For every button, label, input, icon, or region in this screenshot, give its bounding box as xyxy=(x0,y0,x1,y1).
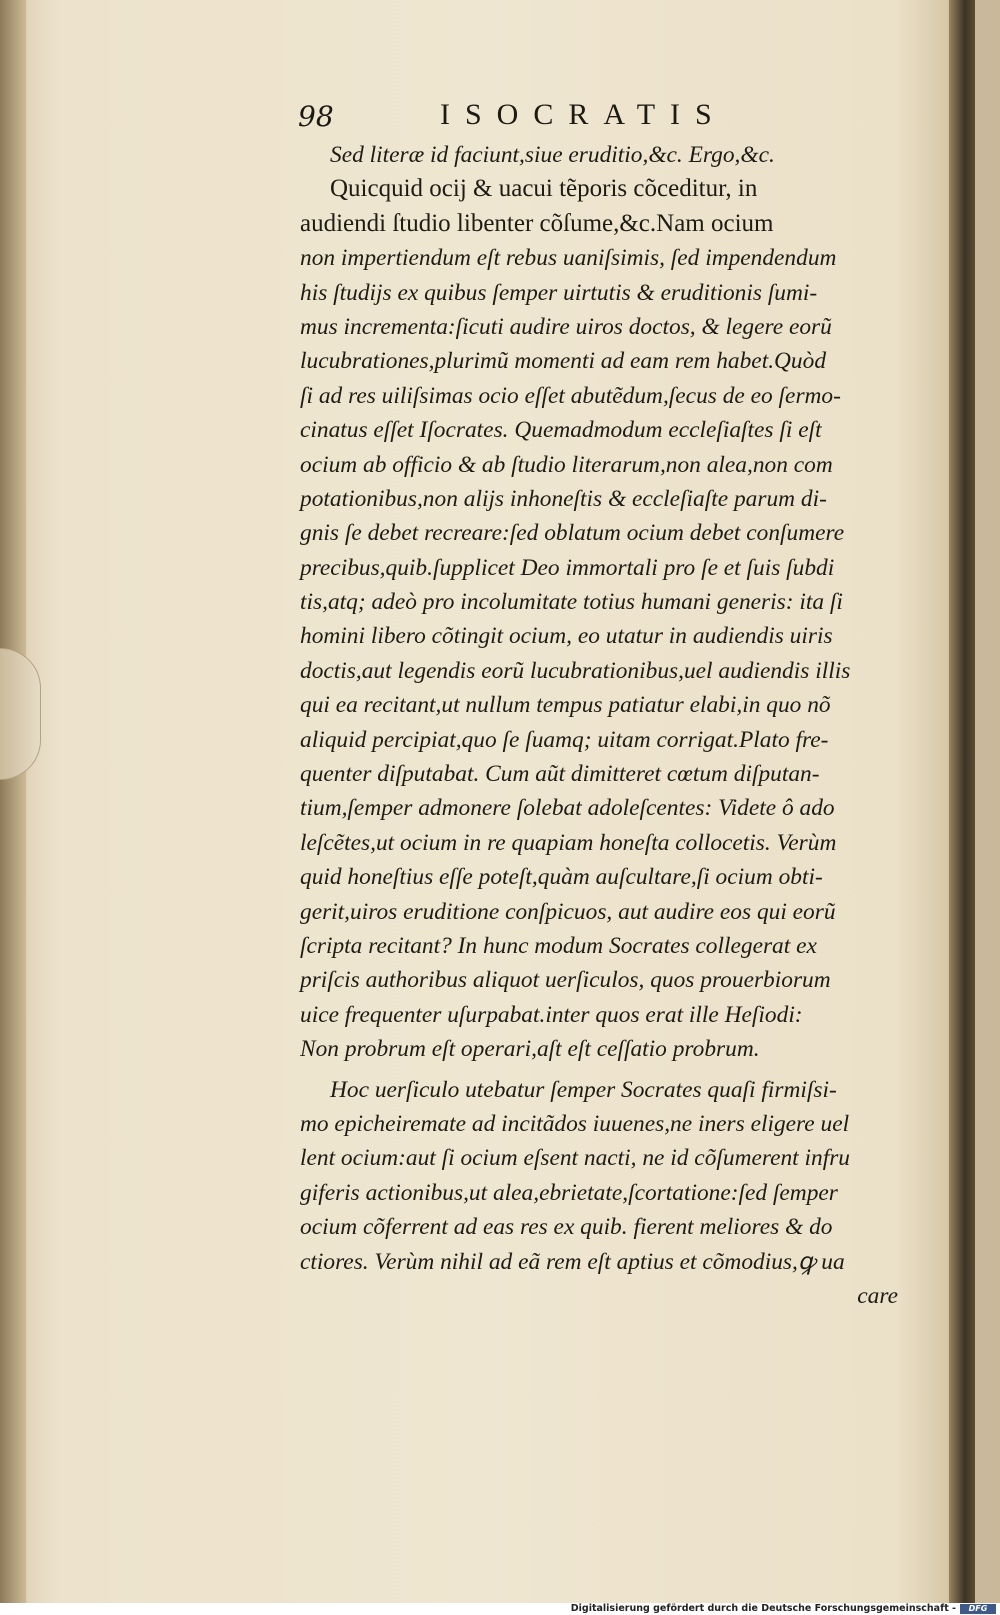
text-line: gerit,uiros eruditione conſpicuos, aut audire eos qui eorũ xyxy=(300,898,836,925)
text-line: quenter diſputabat. Cum aũt dimitteret cœtum diſputan- xyxy=(300,761,820,788)
text-line: quid honeſtius eſſe poteſt,quàm auſcultare,ſi ocium obti- xyxy=(300,864,823,891)
text-line: qui ea recitant,ut nullum tempus patiatur elabi,in quo nõ xyxy=(300,692,831,719)
text-line: Non probrum eſt operari,aſt eſt ceſſatio probrum. xyxy=(300,1036,760,1063)
dfg-logo-icon: DFG xyxy=(960,1604,996,1614)
book-edge xyxy=(949,0,975,1605)
text-line: leſcẽtes,ut ocium in re quapiam honeſta collocetis. Verùm xyxy=(300,829,837,856)
text-line: lent ocium:aut ſi ocium eſsent nacti, ne id cõſumerent infru xyxy=(300,1145,850,1172)
text-line: tium,ſemper admonere ſolebat adoleſcentes: Videte ô ado xyxy=(300,795,835,822)
text-line: his ſtudijs ex quibus ſemper uirtutis & eruditionis ſumi- xyxy=(300,279,818,306)
text-line: ſi ad res uiliſsimas ocio eſſet abutẽdum,ſecus de eo ſermo- xyxy=(300,382,841,409)
body-text xyxy=(300,138,900,1313)
page-tab xyxy=(0,648,41,780)
text-line: audiendi ſtudio libenter cõſume,&c.Nam ocium xyxy=(300,209,774,237)
text-line: non impertiendum eſt rebus uaniſsimis, ſed impendendum xyxy=(300,245,837,272)
text-line: precibus,quib.ſupplicet Deo immortali pro ſe et ſuis ſubdi xyxy=(300,554,835,581)
text-line: Sed literæ id faciunt,siue eruditio,&c. Ergo,&c. xyxy=(330,142,775,168)
text-line: ctiores. Verùm nihil ad eã rem eſt aptius et cõmodius,ꝙ ua xyxy=(300,1248,845,1275)
text-line: ſcripta recitant? In hunc modum Socrates collegerat ex xyxy=(300,932,817,959)
text-line: uice frequenter uſurpabat.inter quos erat ille Heſiodi: xyxy=(300,1001,803,1028)
page-header xyxy=(298,98,908,142)
digitization-footer xyxy=(0,1603,1000,1615)
folio-number: 98 xyxy=(298,100,334,133)
text-line: aliquid percipiat,quo ſe ſuamq; uitam corrigat.Plato fre- xyxy=(300,726,829,753)
text-line: Quicquid ocij & uacui tẽporis cõceditur, in xyxy=(330,175,758,203)
text-line: doctis,aut legendis eorũ lucubrationibus,uel audiendis illis xyxy=(300,657,851,684)
running-title: ISOCRATIS xyxy=(440,98,727,131)
catchword: care xyxy=(857,1282,898,1309)
text-line: cinatus eſſet Iſocrates. Quemadmodum eccleſiaſtes ſi eſt xyxy=(300,417,822,444)
text-line: homini libero cõtingit ocium, eo utatur in audiendis uiris xyxy=(300,623,833,650)
text-line: priſcis authoribus aliquot uerſiculos, quos prouerbiorum xyxy=(300,967,831,994)
text-line: mus incrementa:ſicuti audire uiros doctos, & legere eorũ xyxy=(300,313,832,340)
text-line: Hoc uerſiculo utebatur ſemper Socrates quaſi firmiſsi- xyxy=(330,1076,837,1103)
text-line: ocium ab officio & ab ſtudio literarum,non alea,non com xyxy=(300,451,833,478)
text-line: gnis ſe debet recreare:ſed oblatum ocium debet conſumere xyxy=(300,520,845,547)
page-gutter xyxy=(0,0,26,1605)
text-line: lucubrationes,plurimũ momenti ad eam rem habet.Quòd xyxy=(300,348,827,375)
text-line: ocium cõferrent ad eas res ex quib. fierent meliores & do xyxy=(300,1214,833,1241)
text-line: giferis actionibus,ut alea,ebrietate,ſcortatione:ſed ſemper xyxy=(300,1179,838,1206)
text-line: potationibus,non alijs inhoneſtis & eccleſiaſte parum di- xyxy=(300,485,827,512)
footer-credit: Digitalisierung gefördert durch die Deutsche Forschungsgemeinschaft - xyxy=(570,1603,956,1614)
text-line: tis,atq; adeò pro incolumitate totius humani generis: ita ſi xyxy=(300,589,843,616)
text-line: mo epicheiremate ad incitãdos iuuenes,ne iners eligere uel xyxy=(300,1110,850,1137)
